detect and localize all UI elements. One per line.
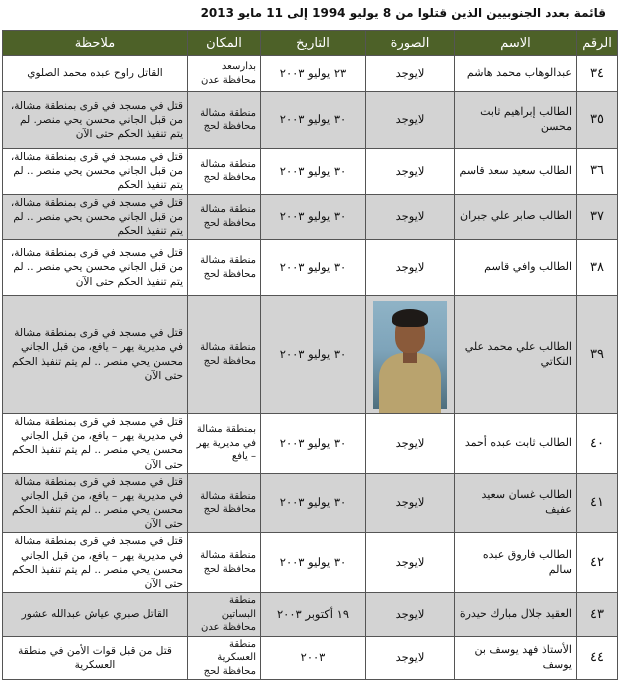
table-row xyxy=(3,149,618,195)
row-place: بمنطقة مشالة في مديرية يهر – يافع xyxy=(188,414,261,474)
row-photo: لايوجد xyxy=(366,473,455,533)
row-note: قتل في مسجد في قرى بمنطقة مشالة في مديرية يهر – يافع، من قبل الجاني محسن يحي منصر .. لم يتم تنفيذ الحكم حتى الآن xyxy=(3,296,188,414)
row-place: منطقة العسكرية محافظة لحج xyxy=(188,636,261,680)
table-row xyxy=(3,240,618,296)
header-photo: الصورة xyxy=(366,31,455,56)
row-num: ٣٧ xyxy=(577,194,618,240)
row-place: منطقة البساتين محافظة عدن xyxy=(188,593,261,637)
row-photo: لايوجد xyxy=(366,56,455,92)
row-photo: لايوجد xyxy=(366,593,455,637)
row-name: الطالب فاروق عبده سالم xyxy=(455,533,577,593)
row-note: قتل في مسجد في قرى بمنطقة مشالة، من قبل الجاني محسن يحي منصر .. لم يتم تنفيذ الحكم xyxy=(3,149,188,195)
row-photo: لايوجد xyxy=(366,92,455,149)
table-row xyxy=(3,593,618,637)
row-note: القاتل صبري عياش عبدالله عشور xyxy=(3,593,188,637)
row-num: ٣٦ xyxy=(577,149,618,195)
row-num: ٤٣ xyxy=(577,593,618,637)
table-row xyxy=(3,414,618,474)
table-row xyxy=(3,194,618,240)
row-num: ٤٢ xyxy=(577,533,618,593)
victim-photo xyxy=(373,301,447,409)
row-date: ٣٠ يوليو ٢٠٠٣ xyxy=(261,92,366,149)
row-place: بدارسعد محافظة عدن xyxy=(188,56,261,92)
row-name: الطالب إبراهيم ثابت محسن xyxy=(455,92,577,149)
row-name: الأستاذ فهد يوسف بن يوسف xyxy=(455,636,577,680)
row-name: الطالب وافي قاسم xyxy=(455,240,577,296)
row-photo: لايوجد xyxy=(366,149,455,195)
row-date: ٢٠٠٣ xyxy=(261,636,366,680)
table-row xyxy=(3,56,618,92)
header-note: ملاحظة xyxy=(3,31,188,56)
row-name: الطالب سعيد سعد قاسم xyxy=(455,149,577,195)
row-num: ٤٤ xyxy=(577,636,618,680)
row-note: قتل في مسجد في قرى بمنطقة مشالة في مديرية يهر – يافع، من قبل الجاني محسن يحي منصر .. لم يتم تنفيذ الحكم حتى الآن xyxy=(3,473,188,533)
row-name: عبدالوهاب محمد هاشم xyxy=(455,56,577,92)
row-note: قتل في مسجد في قرى بمنطقة مشالة، من قبل الجاني محسن يحي منصر. لم يتم تنفيذ الحكم حتى الآن xyxy=(3,92,188,149)
row-note: قتل في مسجد في قرى بمنطقة مشالة، من قبل الجاني محسن يحي منصر .. لم يتم تنفيذ الحكم xyxy=(3,194,188,240)
row-note: قتل في مسجد في قرى بمنطقة مشالة في مديرية يهر – يافع، من قبل الجاني محسن يحي منصر .. لم يتم تنفيذ الحكم حتى الآن xyxy=(3,533,188,593)
table-header-row xyxy=(3,31,618,56)
victims-table xyxy=(2,30,618,680)
row-num: ٣٤ xyxy=(577,56,618,92)
row-place: منطقة مشالة محافظة لحج xyxy=(188,296,261,414)
row-name: العقيد جلال مبارك حيدرة xyxy=(455,593,577,637)
table-row xyxy=(3,296,618,414)
row-num: ٤١ xyxy=(577,473,618,533)
row-name: الطالب علي محمد علي النكاتي xyxy=(455,296,577,414)
row-photo: لايوجد xyxy=(366,194,455,240)
row-place: منطقة مشالة محافظة لحج xyxy=(188,194,261,240)
row-place: منطقة مشالة محافظة لحج xyxy=(188,473,261,533)
row-place: منطقة مشالة محافظة لحج xyxy=(188,149,261,195)
header-date: التاريخ xyxy=(261,31,366,56)
row-date: ١٩ أكتوبر ٢٠٠٣ xyxy=(261,593,366,637)
row-note: القاتل راوح عبده محمد الصلوي xyxy=(3,56,188,92)
row-place: منطقة مشالة محافظة لحج xyxy=(188,240,261,296)
row-name: الطالب ثابت عبده أحمد xyxy=(455,414,577,474)
table-row xyxy=(3,636,618,680)
row-num: ٣٥ xyxy=(577,92,618,149)
row-num: ٣٩ xyxy=(577,296,618,414)
row-date: ٣٠ يوليو ٢٠٠٣ xyxy=(261,414,366,474)
row-name: الطالب صابر علي جبران xyxy=(455,194,577,240)
row-date: ٣٠ يوليو ٢٠٠٣ xyxy=(261,240,366,296)
row-num: ٣٨ xyxy=(577,240,618,296)
row-date: ٣٠ يوليو ٢٠٠٣ xyxy=(261,149,366,195)
header-name: الاسم xyxy=(455,31,577,56)
row-photo: لايوجد xyxy=(366,533,455,593)
table-row xyxy=(3,533,618,593)
row-num: ٤٠ xyxy=(577,414,618,474)
header-place: المكان xyxy=(188,31,261,56)
row-date: ٣٠ يوليو ٢٠٠٣ xyxy=(261,473,366,533)
row-date: ٣٠ يوليو ٢٠٠٣ xyxy=(261,533,366,593)
row-place: منطقة مشالة محافظة لحج xyxy=(188,533,261,593)
row-photo: لايوجد xyxy=(366,240,455,296)
header-num: الرقم xyxy=(577,31,618,56)
row-date: ٢٣ يوليو ٢٠٠٣ xyxy=(261,56,366,92)
row-photo-cell xyxy=(366,296,455,414)
row-name: الطالب غسان سعيد عفيف xyxy=(455,473,577,533)
row-note: قتل من قبل قوات الأمن في منطقة العسكرية xyxy=(3,636,188,680)
row-photo: لايوجد xyxy=(366,636,455,680)
row-date: ٣٠ يوليو ٢٠٠٣ xyxy=(261,296,366,414)
table-row xyxy=(3,92,618,149)
row-note: قتل في مسجد في قرى بمنطقة مشالة، من قبل الجاني محسن يحي منصر .. لم يتم تنفيذ الحكم حتى الآن xyxy=(3,240,188,296)
page-title: قائمة بعدد الجنوبيين الذين قتلوا من 8 يوليو 1994 إلى 11 مايو 2013 xyxy=(200,6,606,20)
row-photo: لايوجد xyxy=(366,414,455,474)
table-row xyxy=(3,473,618,533)
row-note: قتل في مسجد في قرى بمنطقة مشالة في مديرية يهر – يافع، من قبل الجاني محسن يحي منصر .. لم يتم تنفيذ الحكم حتى الآن xyxy=(3,414,188,474)
row-date: ٣٠ يوليو ٢٠٠٣ xyxy=(261,194,366,240)
row-place: منطقة مشالة محافظة لحج xyxy=(188,92,261,149)
